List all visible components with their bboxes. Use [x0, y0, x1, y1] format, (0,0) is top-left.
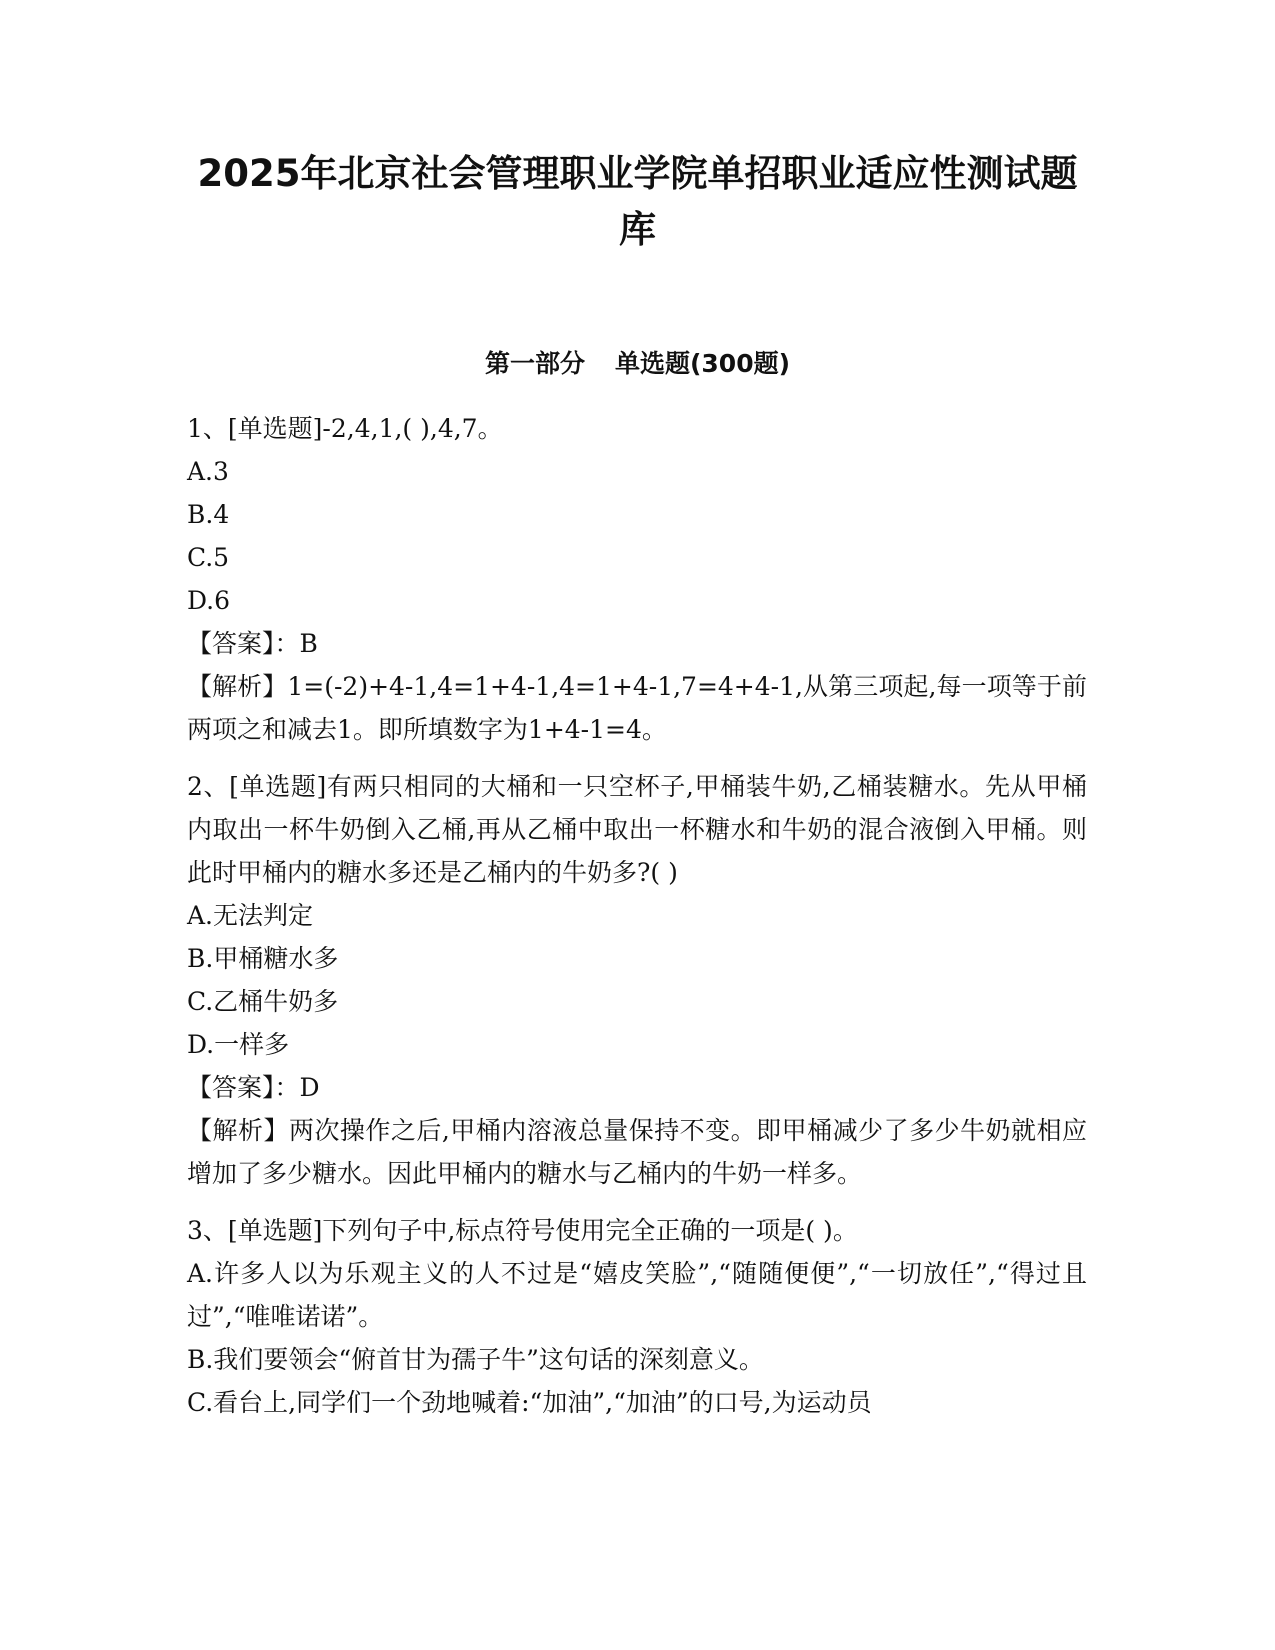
- document-title: 2025年北京社会管理职业学院单招职业适应性测试题库: [197, 152, 1078, 251]
- question-list: [187, 407, 1087, 1438]
- option-a: A.3: [187, 457, 229, 486]
- option-b: B.甲桶糖水多: [187, 944, 339, 973]
- answer-label: 【答案】: [187, 1073, 275, 1102]
- option-c: C.5: [187, 543, 230, 572]
- question-item: [187, 407, 1087, 751]
- option-a: A.许多人以为乐观主义的人不过是“嬉皮笑脸”,“随随便便”,“一切放任”,“得过且过”,“唯唯诺诺”。: [187, 1259, 1087, 1331]
- option-a: A.无法判定: [187, 901, 314, 930]
- option-d: D.6: [187, 586, 231, 615]
- answer-line: [187, 1066, 1087, 1109]
- answer-value: ：B: [274, 629, 318, 658]
- section-name: 单选题(300题): [614, 349, 791, 378]
- question-stem: 2、[单选题]有两只相同的大桶和一只空杯子,甲桶装牛奶,乙桶装糖水。先从甲桶内取出一杯牛奶倒入乙桶,再从乙桶中取出一杯糖水和牛奶的混合液倒入甲桶。则此时甲桶内的糖水多还是乙桶内的牛奶多?( ): [187, 772, 1087, 887]
- section-heading: [180, 346, 1095, 382]
- question-item: [187, 765, 1087, 1195]
- answer-label: 【答案】: [187, 629, 275, 658]
- analysis-label: 【解析】: [187, 1116, 289, 1145]
- question-stem: 1、[单选题]-2,4,1,( ),4,7。: [187, 414, 503, 443]
- analysis: [187, 665, 1087, 751]
- section-part: 第一部分: [484, 349, 585, 378]
- question-item: [187, 1209, 1087, 1424]
- option-c: C.看台上,同学们一个劲地喊着:“加油”,“加油”的口号,为运动员: [187, 1388, 872, 1417]
- answer-line: [187, 622, 1087, 665]
- analysis: [187, 1109, 1087, 1195]
- answer-value: ：D: [274, 1073, 320, 1102]
- option-b: B.我们要领会“俯首甘为孺子牛”这句话的深刻意义。: [187, 1345, 764, 1374]
- analysis-label: 【解析】: [187, 672, 288, 701]
- option-b: B.4: [187, 500, 230, 529]
- question-stem: 3、[单选题]下列句子中,标点符号使用完全正确的一项是( )。: [187, 1216, 858, 1245]
- analysis-text: 两次操作之后,甲桶内溶液总量保持不变。即甲桶减少了多少牛奶就相应增加了多少糖水。因此甲桶内的糖水与乙桶内的牛奶一样多。: [187, 1116, 1087, 1188]
- option-d: D.一样多: [187, 1030, 290, 1059]
- option-c: C.乙桶牛奶多: [187, 987, 339, 1016]
- analysis-text: 1=(-2)+4-1,4=1+4-1,4=1+4-1,7=4+4-1,从第三项起,每一项等于前两项之和减去1。即所填数字为1+4-1=4。: [187, 672, 1087, 744]
